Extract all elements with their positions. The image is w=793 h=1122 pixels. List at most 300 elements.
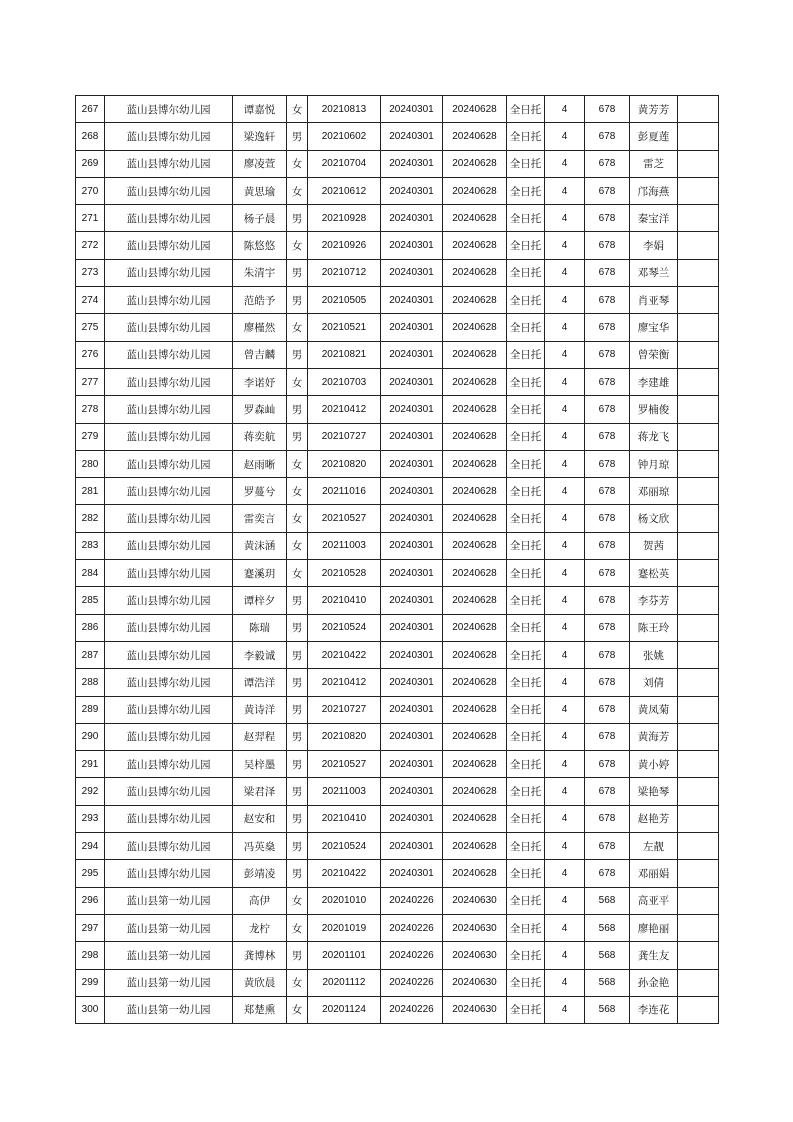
gender-cell: 男: [287, 341, 308, 368]
serial-number-cell: 290: [76, 723, 105, 750]
kindergarten-name-cell: 蓝山县博尔幼儿园: [105, 150, 233, 177]
end-date-cell: 20240628: [443, 259, 507, 286]
start-date-cell: 20240301: [381, 505, 443, 532]
kindergarten-name-cell: 蓝山县博尔幼儿园: [105, 177, 233, 204]
child-name-cell: 黄思瑜: [233, 177, 287, 204]
care-type-cell: 全日托: [507, 696, 545, 723]
birth-date-cell: 20210521: [308, 314, 381, 341]
child-name-cell: 黄沫涵: [233, 532, 287, 559]
kindergarten-name-cell: 蓝山县博尔幼儿园: [105, 287, 233, 314]
table-row: [76, 150, 719, 177]
months-cell: 4: [545, 641, 585, 668]
table-row: [76, 314, 719, 341]
guardian-name-cell: 廖艳丽: [630, 914, 678, 941]
guardian-name-cell: 左靓: [630, 833, 678, 860]
start-date-cell: 20240301: [381, 341, 443, 368]
gender-cell: 男: [287, 833, 308, 860]
remarks-cell: [678, 450, 719, 477]
child-name-cell: 蒋奕航: [233, 423, 287, 450]
guardian-name-cell: 廖宝华: [630, 314, 678, 341]
end-date-cell: 20240628: [443, 805, 507, 832]
guardian-name-cell: 张姚: [630, 641, 678, 668]
start-date-cell: 20240301: [381, 368, 443, 395]
kindergarten-name-cell: 蓝山县博尔幼儿园: [105, 587, 233, 614]
guardian-name-cell: 高亚平: [630, 887, 678, 914]
start-date-cell: 20240301: [381, 805, 443, 832]
end-date-cell: 20240628: [443, 314, 507, 341]
guardian-name-cell: 罗楠俊: [630, 396, 678, 423]
care-type-cell: 全日托: [507, 996, 545, 1023]
gender-cell: 女: [287, 150, 308, 177]
kindergarten-name-cell: 蓝山县博尔幼儿园: [105, 450, 233, 477]
child-name-cell: 李毅诚: [233, 641, 287, 668]
birth-date-cell: 20211016: [308, 478, 381, 505]
serial-number-cell: 285: [76, 587, 105, 614]
care-type-cell: 全日托: [507, 259, 545, 286]
remarks-cell: [678, 368, 719, 395]
birth-date-cell: 20210527: [308, 751, 381, 778]
remarks-cell: [678, 805, 719, 832]
remarks-cell: [678, 232, 719, 259]
kindergarten-name-cell: 蓝山县博尔幼儿园: [105, 505, 233, 532]
serial-number-cell: 289: [76, 696, 105, 723]
gender-cell: 男: [287, 205, 308, 232]
child-name-cell: 吴梓墨: [233, 751, 287, 778]
table-row: [76, 587, 719, 614]
remarks-cell: [678, 833, 719, 860]
table-row: [76, 396, 719, 423]
birth-date-cell: 20210821: [308, 341, 381, 368]
kindergarten-name-cell: 蓝山县博尔幼儿园: [105, 614, 233, 641]
start-date-cell: 20240301: [381, 150, 443, 177]
remarks-cell: [678, 478, 719, 505]
care-type-cell: 全日托: [507, 532, 545, 559]
amount-cell: 678: [585, 368, 630, 395]
amount-cell: 568: [585, 996, 630, 1023]
start-date-cell: 20240301: [381, 450, 443, 477]
kindergarten-name-cell: 蓝山县第一幼儿园: [105, 969, 233, 996]
start-date-cell: 20240301: [381, 860, 443, 887]
serial-number-cell: 295: [76, 860, 105, 887]
serial-number-cell: 280: [76, 450, 105, 477]
amount-cell: 678: [585, 778, 630, 805]
serial-number-cell: 274: [76, 287, 105, 314]
end-date-cell: 20240628: [443, 96, 507, 123]
amount-cell: 678: [585, 505, 630, 532]
care-type-cell: 全日托: [507, 396, 545, 423]
gender-cell: 男: [287, 287, 308, 314]
gender-cell: 女: [287, 96, 308, 123]
table-row: [76, 833, 719, 860]
remarks-cell: [678, 341, 719, 368]
kindergarten-name-cell: 蓝山县博尔幼儿园: [105, 723, 233, 750]
remarks-cell: [678, 942, 719, 969]
gender-cell: 男: [287, 778, 308, 805]
end-date-cell: 20240628: [443, 287, 507, 314]
guardian-name-cell: 秦宝洋: [630, 205, 678, 232]
care-type-cell: 全日托: [507, 778, 545, 805]
start-date-cell: 20240301: [381, 96, 443, 123]
kindergarten-name-cell: 蓝山县博尔幼儿园: [105, 778, 233, 805]
start-date-cell: 20240301: [381, 259, 443, 286]
serial-number-cell: 298: [76, 942, 105, 969]
amount-cell: 678: [585, 587, 630, 614]
amount-cell: 678: [585, 641, 630, 668]
end-date-cell: 20240628: [443, 860, 507, 887]
subsidy-roster-table: [75, 95, 719, 1024]
table-row: [76, 751, 719, 778]
serial-number-cell: 291: [76, 751, 105, 778]
start-date-cell: 20240226: [381, 996, 443, 1023]
guardian-name-cell: 邝海燕: [630, 177, 678, 204]
birth-date-cell: 20210422: [308, 860, 381, 887]
birth-date-cell: 20210928: [308, 205, 381, 232]
end-date-cell: 20240630: [443, 969, 507, 996]
remarks-cell: [678, 751, 719, 778]
birth-date-cell: 20210410: [308, 805, 381, 832]
amount-cell: 678: [585, 205, 630, 232]
remarks-cell: [678, 423, 719, 450]
months-cell: 4: [545, 505, 585, 532]
end-date-cell: 20240628: [443, 368, 507, 395]
table-row: [76, 205, 719, 232]
serial-number-cell: 267: [76, 96, 105, 123]
guardian-name-cell: 肖亚琴: [630, 287, 678, 314]
start-date-cell: 20240301: [381, 641, 443, 668]
months-cell: 4: [545, 259, 585, 286]
months-cell: 4: [545, 450, 585, 477]
birth-date-cell: 20211003: [308, 532, 381, 559]
child-name-cell: 黄诗洋: [233, 696, 287, 723]
care-type-cell: 全日托: [507, 96, 545, 123]
birth-date-cell: 20201019: [308, 914, 381, 941]
serial-number-cell: 270: [76, 177, 105, 204]
gender-cell: 男: [287, 723, 308, 750]
guardian-name-cell: 陈王玲: [630, 614, 678, 641]
birth-date-cell: 20210712: [308, 259, 381, 286]
months-cell: 4: [545, 314, 585, 341]
birth-date-cell: 20201112: [308, 969, 381, 996]
table-row: [76, 942, 719, 969]
end-date-cell: 20240628: [443, 505, 507, 532]
start-date-cell: 20240226: [381, 887, 443, 914]
end-date-cell: 20240628: [443, 232, 507, 259]
months-cell: 4: [545, 368, 585, 395]
child-name-cell: 冯英燊: [233, 833, 287, 860]
gender-cell: 女: [287, 450, 308, 477]
remarks-cell: [678, 723, 719, 750]
child-name-cell: 谭梓夕: [233, 587, 287, 614]
care-type-cell: 全日托: [507, 560, 545, 587]
start-date-cell: 20240301: [381, 314, 443, 341]
guardian-name-cell: 彭夏莲: [630, 123, 678, 150]
guardian-name-cell: 曾荣衡: [630, 341, 678, 368]
gender-cell: 男: [287, 696, 308, 723]
kindergarten-name-cell: 蓝山县博尔幼儿园: [105, 396, 233, 423]
child-name-cell: 赵羿程: [233, 723, 287, 750]
guardian-name-cell: 蒋龙飞: [630, 423, 678, 450]
start-date-cell: 20240301: [381, 287, 443, 314]
gender-cell: 男: [287, 751, 308, 778]
amount-cell: 678: [585, 833, 630, 860]
child-name-cell: 李诺妤: [233, 368, 287, 395]
remarks-cell: [678, 123, 719, 150]
kindergarten-name-cell: 蓝山县博尔幼儿园: [105, 205, 233, 232]
serial-number-cell: 273: [76, 259, 105, 286]
start-date-cell: 20240301: [381, 123, 443, 150]
table-row: [76, 123, 719, 150]
guardian-name-cell: 雷芝: [630, 150, 678, 177]
start-date-cell: 20240301: [381, 177, 443, 204]
table-row: [76, 505, 719, 532]
child-name-cell: 彭靖凌: [233, 860, 287, 887]
remarks-cell: [678, 287, 719, 314]
amount-cell: 678: [585, 232, 630, 259]
guardian-name-cell: 刘倩: [630, 669, 678, 696]
serial-number-cell: 268: [76, 123, 105, 150]
amount-cell: 678: [585, 423, 630, 450]
start-date-cell: 20240301: [381, 532, 443, 559]
remarks-cell: [678, 614, 719, 641]
serial-number-cell: 297: [76, 914, 105, 941]
months-cell: 4: [545, 532, 585, 559]
remarks-cell: [678, 914, 719, 941]
start-date-cell: 20240301: [381, 560, 443, 587]
child-name-cell: 范皓予: [233, 287, 287, 314]
birth-date-cell: 20210524: [308, 833, 381, 860]
child-name-cell: 梁君泽: [233, 778, 287, 805]
remarks-cell: [678, 887, 719, 914]
care-type-cell: 全日托: [507, 723, 545, 750]
child-name-cell: 赵雨晰: [233, 450, 287, 477]
months-cell: 4: [545, 423, 585, 450]
end-date-cell: 20240628: [443, 778, 507, 805]
guardian-name-cell: 黄海芳: [630, 723, 678, 750]
end-date-cell: 20240628: [443, 341, 507, 368]
child-name-cell: 谭嘉悦: [233, 96, 287, 123]
kindergarten-name-cell: 蓝山县博尔幼儿园: [105, 368, 233, 395]
end-date-cell: 20240628: [443, 669, 507, 696]
kindergarten-name-cell: 蓝山县博尔幼儿园: [105, 532, 233, 559]
care-type-cell: 全日托: [507, 833, 545, 860]
amount-cell: 678: [585, 723, 630, 750]
gender-cell: 男: [287, 423, 308, 450]
end-date-cell: 20240628: [443, 123, 507, 150]
gender-cell: 男: [287, 669, 308, 696]
kindergarten-name-cell: 蓝山县博尔幼儿园: [105, 423, 233, 450]
child-name-cell: 罗蔓兮: [233, 478, 287, 505]
end-date-cell: 20240628: [443, 723, 507, 750]
months-cell: 4: [545, 205, 585, 232]
gender-cell: 女: [287, 368, 308, 395]
months-cell: 4: [545, 887, 585, 914]
gender-cell: 男: [287, 614, 308, 641]
amount-cell: 678: [585, 532, 630, 559]
months-cell: 4: [545, 232, 585, 259]
gender-cell: 男: [287, 259, 308, 286]
care-type-cell: 全日托: [507, 341, 545, 368]
care-type-cell: 全日托: [507, 478, 545, 505]
child-name-cell: 蹇溪玥: [233, 560, 287, 587]
serial-number-cell: 278: [76, 396, 105, 423]
table-row: [76, 696, 719, 723]
birth-date-cell: 20210527: [308, 505, 381, 532]
months-cell: 4: [545, 123, 585, 150]
months-cell: 4: [545, 805, 585, 832]
remarks-cell: [678, 177, 719, 204]
end-date-cell: 20240628: [443, 751, 507, 778]
gender-cell: 女: [287, 232, 308, 259]
amount-cell: 568: [585, 887, 630, 914]
remarks-cell: [678, 996, 719, 1023]
end-date-cell: 20240628: [443, 641, 507, 668]
birth-date-cell: 20210612: [308, 177, 381, 204]
care-type-cell: 全日托: [507, 450, 545, 477]
guardian-name-cell: 蹇松英: [630, 560, 678, 587]
care-type-cell: 全日托: [507, 860, 545, 887]
kindergarten-name-cell: 蓝山县博尔幼儿园: [105, 669, 233, 696]
kindergarten-name-cell: 蓝山县博尔幼儿园: [105, 341, 233, 368]
care-type-cell: 全日托: [507, 232, 545, 259]
amount-cell: 678: [585, 96, 630, 123]
amount-cell: 678: [585, 341, 630, 368]
amount-cell: 678: [585, 314, 630, 341]
birth-date-cell: 20210727: [308, 696, 381, 723]
remarks-cell: [678, 560, 719, 587]
child-name-cell: 谭浩洋: [233, 669, 287, 696]
child-name-cell: 朱清宇: [233, 259, 287, 286]
guardian-name-cell: 龚生友: [630, 942, 678, 969]
kindergarten-name-cell: 蓝山县博尔幼儿园: [105, 751, 233, 778]
gender-cell: 男: [287, 396, 308, 423]
care-type-cell: 全日托: [507, 587, 545, 614]
start-date-cell: 20240301: [381, 205, 443, 232]
remarks-cell: [678, 778, 719, 805]
kindergarten-name-cell: 蓝山县博尔幼儿园: [105, 232, 233, 259]
gender-cell: 男: [287, 942, 308, 969]
birth-date-cell: 20211003: [308, 778, 381, 805]
kindergarten-name-cell: 蓝山县博尔幼儿园: [105, 478, 233, 505]
child-name-cell: 杨子晨: [233, 205, 287, 232]
months-cell: 4: [545, 860, 585, 887]
care-type-cell: 全日托: [507, 887, 545, 914]
guardian-name-cell: 邓琴兰: [630, 259, 678, 286]
kindergarten-name-cell: 蓝山县第一幼儿园: [105, 887, 233, 914]
table-row: [76, 805, 719, 832]
guardian-name-cell: 李娟: [630, 232, 678, 259]
care-type-cell: 全日托: [507, 969, 545, 996]
guardian-name-cell: 孙金艳: [630, 969, 678, 996]
serial-number-cell: 279: [76, 423, 105, 450]
gender-cell: 男: [287, 641, 308, 668]
guardian-name-cell: 赵艳芳: [630, 805, 678, 832]
serial-number-cell: 294: [76, 833, 105, 860]
kindergarten-name-cell: 蓝山县博尔幼儿园: [105, 123, 233, 150]
kindergarten-name-cell: 蓝山县博尔幼儿园: [105, 860, 233, 887]
amount-cell: 678: [585, 560, 630, 587]
gender-cell: 女: [287, 996, 308, 1023]
table-row: [76, 723, 719, 750]
birth-date-cell: 20201101: [308, 942, 381, 969]
birth-date-cell: 20210528: [308, 560, 381, 587]
kindergarten-name-cell: 蓝山县第一幼儿园: [105, 996, 233, 1023]
serial-number-cell: 293: [76, 805, 105, 832]
guardian-name-cell: 邓丽琼: [630, 478, 678, 505]
serial-number-cell: 284: [76, 560, 105, 587]
remarks-cell: [678, 314, 719, 341]
table-row: [76, 914, 719, 941]
months-cell: 4: [545, 723, 585, 750]
birth-date-cell: 20210727: [308, 423, 381, 450]
serial-number-cell: 283: [76, 532, 105, 559]
kindergarten-name-cell: 蓝山县博尔幼儿园: [105, 560, 233, 587]
table-row: [76, 368, 719, 395]
remarks-cell: [678, 396, 719, 423]
start-date-cell: 20240301: [381, 723, 443, 750]
months-cell: 4: [545, 396, 585, 423]
end-date-cell: 20240628: [443, 696, 507, 723]
child-name-cell: 龚博林: [233, 942, 287, 969]
months-cell: 4: [545, 587, 585, 614]
serial-number-cell: 300: [76, 996, 105, 1023]
child-name-cell: 陈瑞: [233, 614, 287, 641]
amount-cell: 678: [585, 123, 630, 150]
start-date-cell: 20240301: [381, 396, 443, 423]
amount-cell: 678: [585, 669, 630, 696]
months-cell: 4: [545, 969, 585, 996]
care-type-cell: 全日托: [507, 314, 545, 341]
end-date-cell: 20240628: [443, 177, 507, 204]
amount-cell: 678: [585, 751, 630, 778]
serial-number-cell: 282: [76, 505, 105, 532]
serial-number-cell: 288: [76, 669, 105, 696]
table-row: [76, 641, 719, 668]
end-date-cell: 20240628: [443, 833, 507, 860]
gender-cell: 女: [287, 505, 308, 532]
child-name-cell: 黄欣晨: [233, 969, 287, 996]
remarks-cell: [678, 259, 719, 286]
table-row: [76, 259, 719, 286]
kindergarten-name-cell: 蓝山县博尔幼儿园: [105, 314, 233, 341]
amount-cell: 678: [585, 396, 630, 423]
child-name-cell: 廖槿然: [233, 314, 287, 341]
guardian-name-cell: 李连花: [630, 996, 678, 1023]
amount-cell: 678: [585, 478, 630, 505]
table-row: [76, 778, 719, 805]
start-date-cell: 20240301: [381, 778, 443, 805]
months-cell: 4: [545, 833, 585, 860]
guardian-name-cell: 贺茜: [630, 532, 678, 559]
kindergarten-name-cell: 蓝山县博尔幼儿园: [105, 696, 233, 723]
serial-number-cell: 299: [76, 969, 105, 996]
table-row: [76, 423, 719, 450]
guardian-name-cell: 黄小婷: [630, 751, 678, 778]
table-row: [76, 996, 719, 1023]
start-date-cell: 20240301: [381, 587, 443, 614]
months-cell: 4: [545, 696, 585, 723]
remarks-cell: [678, 860, 719, 887]
table-row: [76, 177, 719, 204]
table-row: [76, 969, 719, 996]
end-date-cell: 20240628: [443, 450, 507, 477]
gender-cell: 女: [287, 314, 308, 341]
end-date-cell: 20240628: [443, 423, 507, 450]
child-name-cell: 曾吉麟: [233, 341, 287, 368]
amount-cell: 678: [585, 177, 630, 204]
guardian-name-cell: 杨文欣: [630, 505, 678, 532]
months-cell: 4: [545, 150, 585, 177]
guardian-name-cell: 邓丽娟: [630, 860, 678, 887]
